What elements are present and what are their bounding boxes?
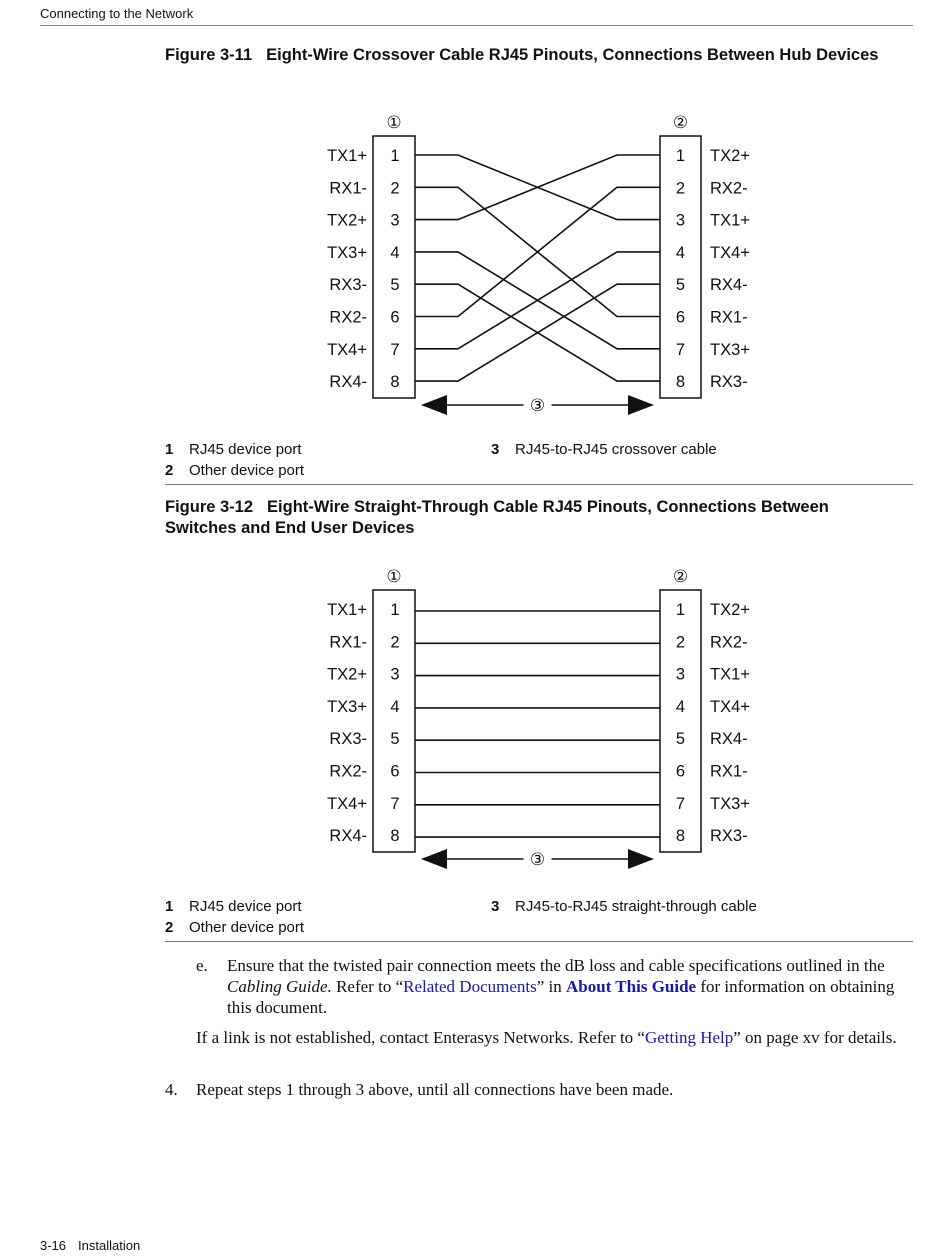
left-signal-label: RX4- bbox=[329, 827, 367, 846]
step-4-content: Repeat steps 1 through 3 above, until all connections have been made. bbox=[196, 1080, 674, 1099]
about-this-guide-link[interactable]: About This Guide bbox=[566, 977, 697, 996]
left-pin-number: 5 bbox=[390, 730, 400, 749]
left-pin-number: 1 bbox=[390, 601, 400, 619]
left-signal-label: RX1- bbox=[329, 179, 367, 198]
right-pin-number: 6 bbox=[675, 762, 686, 781]
left-pin-number: 5 bbox=[390, 276, 400, 295]
left-signal-label: RX1- bbox=[329, 633, 367, 652]
left-signal-label: RX3- bbox=[329, 730, 367, 749]
left-pin-number: 8 bbox=[390, 827, 400, 846]
right-pin-number: 6 bbox=[675, 308, 686, 327]
right-signal-label: TX3+ bbox=[710, 340, 750, 359]
right-pin-number: 8 bbox=[675, 827, 686, 846]
arrowhead-left-icon bbox=[421, 849, 447, 869]
left-signal-label: TX1+ bbox=[327, 147, 367, 165]
left-pin-number: 6 bbox=[390, 762, 400, 781]
right-signal-label: TX2+ bbox=[710, 601, 750, 619]
left-pin-number: 7 bbox=[390, 340, 400, 359]
left-pin-number: 1 bbox=[390, 147, 400, 165]
figure-3-11-title bbox=[165, 45, 885, 66]
getting-help-link[interactable]: Getting Help bbox=[644, 1028, 734, 1047]
right-pin-number: 4 bbox=[675, 697, 686, 716]
left-signal-label: RX3- bbox=[329, 276, 367, 295]
figure-caption: Eight-Wire Straight-Through Cable RJ45 Pinouts, Connections Between Switches and End User Devices bbox=[165, 498, 829, 537]
wire bbox=[415, 284, 660, 381]
left-port-callout: ① bbox=[386, 113, 402, 132]
chapter-name: Installation bbox=[78, 1238, 141, 1253]
right-pin-number: 8 bbox=[675, 373, 686, 392]
left-signal-label: RX2- bbox=[329, 762, 367, 781]
left-pin-number: 8 bbox=[390, 373, 400, 392]
left-pin-number: 4 bbox=[390, 243, 400, 262]
right-signal-label: RX4- bbox=[710, 276, 748, 295]
legend-item: 3 RJ45-to-RJ45 crossover cable bbox=[491, 441, 717, 458]
right-signal-label: RX4- bbox=[710, 730, 748, 749]
right-pin-number: 3 bbox=[675, 665, 686, 684]
page-number: 3-16 bbox=[40, 1238, 67, 1253]
left-signal-label: TX4+ bbox=[327, 340, 367, 359]
left-pin-number: 4 bbox=[390, 697, 400, 716]
left-pin-number: 3 bbox=[390, 211, 400, 230]
right-pin-number: 7 bbox=[675, 794, 686, 813]
figure-3-12-title bbox=[165, 497, 885, 539]
step-marker: 4. bbox=[165, 1080, 178, 1099]
left-signal-label: RX4- bbox=[329, 373, 367, 392]
step-4 bbox=[165, 1079, 905, 1100]
figure-divider bbox=[165, 941, 913, 942]
cabling-guide-title: Cabling Guide. bbox=[227, 977, 332, 996]
left-pin-number: 6 bbox=[390, 308, 400, 327]
right-signal-label: RX3- bbox=[710, 827, 748, 846]
right-pin-number: 4 bbox=[675, 243, 686, 262]
right-signal-label: TX1+ bbox=[710, 211, 750, 230]
right-signal-label: RX1- bbox=[710, 762, 748, 781]
figure-number: Figure 3-12 bbox=[165, 498, 254, 516]
right-pin-number: 5 bbox=[675, 730, 686, 749]
crossover-diagram bbox=[300, 108, 780, 423]
right-signal-label: RX2- bbox=[710, 179, 748, 198]
left-port-callout: ① bbox=[386, 567, 402, 586]
right-pin-number: 1 bbox=[675, 147, 686, 165]
right-signal-label: RX3- bbox=[710, 373, 748, 392]
cable-callout: ③ bbox=[529, 396, 546, 415]
left-signal-label: TX1+ bbox=[327, 601, 367, 619]
figure-caption: Eight-Wire Crossover Cable RJ45 Pinouts, Connections Between Hub Devices bbox=[266, 46, 879, 64]
page-footer bbox=[40, 1238, 140, 1253]
arrowhead-left-icon bbox=[421, 395, 447, 415]
related-documents-link[interactable]: Related Documents bbox=[403, 977, 537, 996]
arrowhead-right-icon bbox=[628, 395, 654, 415]
right-pin-number: 2 bbox=[675, 179, 686, 198]
left-signal-label: TX2+ bbox=[327, 665, 367, 684]
figure-number: Figure 3-11 bbox=[165, 46, 253, 64]
crossover-pinout-svg bbox=[300, 108, 780, 423]
legend-item: 1 RJ45 device port bbox=[165, 898, 302, 915]
legend-item: 2 Other device port bbox=[165, 919, 305, 936]
right-port-callout: ② bbox=[672, 567, 689, 586]
legend-item: 1 RJ45 device port bbox=[165, 441, 302, 458]
straight-through-diagram bbox=[300, 562, 780, 877]
right-pin-number: 1 bbox=[675, 601, 686, 619]
right-signal-label: TX2+ bbox=[710, 147, 750, 165]
header-rule bbox=[40, 25, 913, 26]
figure-divider bbox=[165, 484, 913, 485]
left-signal-label: TX3+ bbox=[327, 697, 367, 716]
left-signal-label: TX4+ bbox=[327, 794, 367, 813]
legend-item: 2 Other device port bbox=[165, 462, 305, 479]
left-signal-label: RX2- bbox=[329, 308, 367, 327]
right-signal-label: TX1+ bbox=[710, 665, 750, 684]
step-marker: e. bbox=[196, 956, 208, 975]
left-pin-number: 2 bbox=[390, 633, 400, 652]
step-e-content: Ensure that the twisted pair connection meets the dB loss and cable specifications outlined in the Cabling Guide. Refer to “Related Documents” in About This Guide for information on obtaining this document. bbox=[227, 956, 895, 1017]
right-pin-number: 3 bbox=[675, 211, 686, 230]
right-signal-label: RX1- bbox=[710, 308, 748, 327]
right-pin-number: 2 bbox=[675, 633, 686, 652]
cable-callout: ③ bbox=[529, 850, 546, 869]
right-pin-number: 5 bbox=[675, 276, 686, 295]
wire bbox=[415, 252, 660, 349]
arrowhead-right-icon bbox=[628, 849, 654, 869]
right-port-callout: ② bbox=[672, 113, 689, 132]
left-signal-label: TX3+ bbox=[327, 243, 367, 262]
straight-through-pinout-svg bbox=[300, 562, 780, 877]
left-signal-label: TX2+ bbox=[327, 211, 367, 230]
left-pin-number: 7 bbox=[390, 794, 400, 813]
right-signal-label: TX4+ bbox=[710, 243, 750, 262]
right-signal-label: RX2- bbox=[710, 633, 748, 652]
right-pin-number: 7 bbox=[675, 340, 686, 359]
link-help-paragraph: If a link is not established, contact Enterasys Networks. Refer to “Getting Help” on page xv for details. bbox=[196, 1028, 897, 1047]
legend-item: 3 RJ45-to-RJ45 straight-through cable bbox=[491, 898, 757, 915]
right-signal-label: TX3+ bbox=[710, 794, 750, 813]
left-pin-number: 3 bbox=[390, 665, 400, 684]
right-signal-label: TX4+ bbox=[710, 697, 750, 716]
running-header: Connecting to the Network bbox=[40, 6, 194, 21]
left-pin-number: 2 bbox=[390, 179, 400, 198]
step-e bbox=[196, 955, 916, 1018]
